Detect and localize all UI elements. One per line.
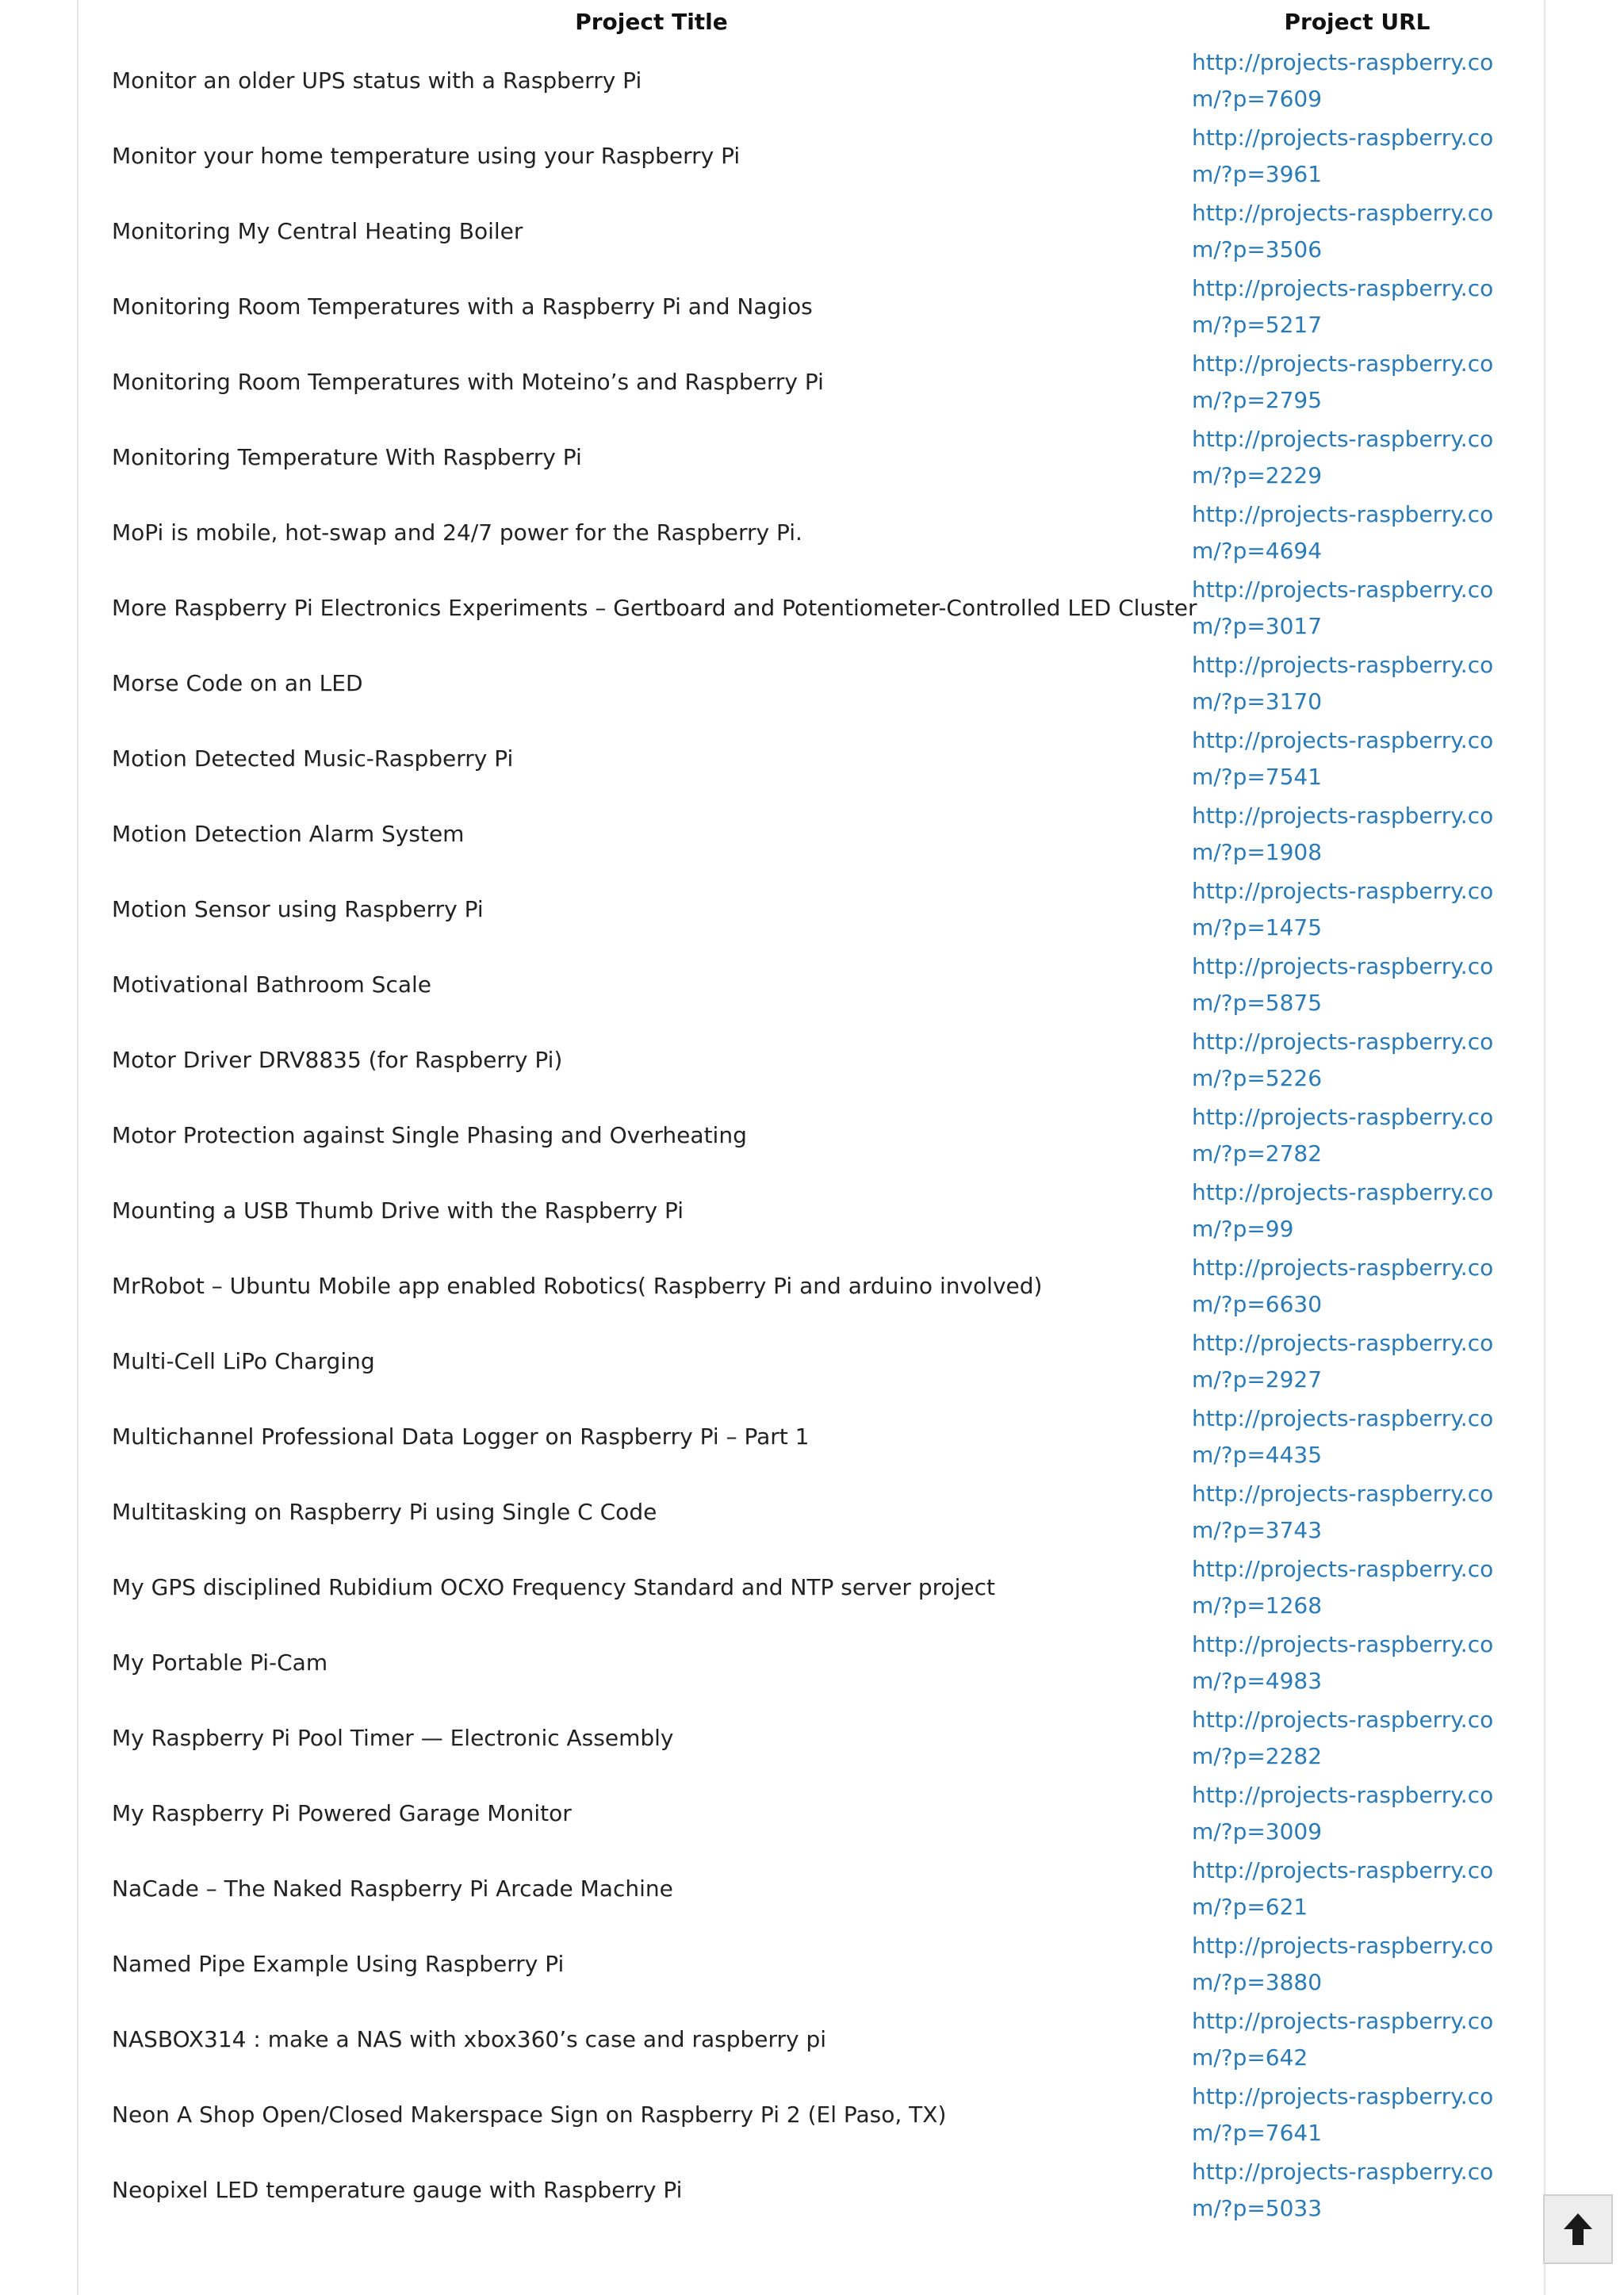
project-url-cell (1191, 420, 1523, 495)
project-title-cell: Monitoring My Central Heating Boiler (112, 218, 523, 244)
project-url-cell (1191, 1324, 1523, 1399)
project-title-cell: My Portable Pi-Cam (112, 1649, 328, 1676)
table-row (112, 947, 1523, 1022)
project-url-link[interactable]: http://projects-raspberry.com/?p=2782 (1192, 1103, 1494, 1167)
project-title-cell: Neopixel LED temperature gauge with Raspberry Pi (112, 2177, 683, 2203)
project-title-cell: MrRobot – Ubuntu Mobile app enabled Robotics( Raspberry Pi and arduino involved) (112, 1273, 1043, 1299)
project-url-cell (1191, 269, 1523, 344)
table-row (112, 269, 1523, 344)
project-url-link[interactable]: http://projects-raspberry.com/?p=7609 (1192, 48, 1494, 112)
project-title-cell: Motion Sensor using Raspberry Pi (112, 896, 484, 922)
project-title-cell: NaCade – The Naked Raspberry Pi Arcade Machine (112, 1875, 673, 1902)
project-title-cell: Morse Code on an LED (112, 670, 363, 696)
project-url-cell (1191, 796, 1523, 872)
project-url-cell (1191, 1776, 1523, 1851)
project-url-cell (1191, 570, 1523, 646)
table-row (112, 1776, 1523, 1851)
project-title-cell: Multi-Cell LiPo Charging (112, 1348, 375, 1374)
project-url-link[interactable]: http://projects-raspberry.com/?p=2795 (1192, 350, 1494, 413)
project-title-cell: MoPi is mobile, hot-swap and 24/7 power for the Raspberry Pi. (112, 519, 802, 546)
project-url-cell (1191, 1625, 1523, 1700)
project-title-cell: Motor Protection against Single Phasing and Overheating (112, 1122, 747, 1148)
project-url-cell (1191, 1399, 1523, 1474)
project-title-cell: Motivational Bathroom Scale (112, 971, 432, 998)
table-row (112, 344, 1523, 420)
table-header (112, 0, 1523, 43)
project-url-link[interactable]: http://projects-raspberry.com/?p=3506 (1192, 199, 1494, 262)
project-title-cell: Monitoring Temperature With Raspberry Pi (112, 444, 582, 470)
header-row (112, 0, 1523, 43)
project-url-cell (1191, 193, 1523, 269)
table-row (112, 1399, 1523, 1474)
column-header-title: Project Title (575, 8, 728, 35)
table-body (112, 43, 1523, 2228)
project-title-cell: More Raspberry Pi Electronics Experiments – Gertboard and Potentiometer-Controlled LED Cluster (112, 595, 1197, 621)
project-title-cell: Neon A Shop Open/Closed Makerspace Sign on Raspberry Pi 2 (El Paso, TX) (112, 2102, 947, 2128)
project-url-link[interactable]: http://projects-raspberry.com/?p=3017 (1192, 576, 1494, 639)
project-url-link[interactable]: http://projects-raspberry.com/?p=3170 (1192, 651, 1494, 715)
table-row (112, 2002, 1523, 2077)
content-card (77, 0, 1545, 2295)
project-url-cell (1191, 2077, 1523, 2152)
project-url-link[interactable]: http://projects-raspberry.com/?p=3743 (1192, 1480, 1494, 1543)
table-row (112, 193, 1523, 269)
project-title-cell: My GPS disciplined Rubidium OCXO Frequency Standard and NTP server project (112, 1574, 996, 1600)
table-row (112, 1173, 1523, 1248)
project-url-link[interactable]: http://projects-raspberry.com/?p=5033 (1192, 2158, 1494, 2221)
project-url-link[interactable]: http://projects-raspberry.com/?p=7641 (1192, 2082, 1494, 2146)
table-row (112, 1474, 1523, 1550)
project-url-cell (1191, 1098, 1523, 1173)
project-url-link[interactable]: http://projects-raspberry.com/?p=2229 (1192, 425, 1494, 489)
table-row (112, 570, 1523, 646)
project-url-cell (1191, 1926, 1523, 2002)
project-title-cell: NASBOX314 : make a NAS with xbox360’s case and raspberry pi (112, 2026, 827, 2052)
project-url-link[interactable]: http://projects-raspberry.com/?p=621 (1192, 1856, 1494, 1920)
table-row (112, 1926, 1523, 2002)
table-row (112, 1324, 1523, 1399)
project-url-cell (1191, 495, 1523, 570)
project-url-cell (1191, 872, 1523, 947)
project-url-link[interactable]: http://projects-raspberry.com/?p=4435 (1192, 1404, 1494, 1468)
project-url-cell (1191, 1022, 1523, 1098)
project-url-cell (1191, 646, 1523, 721)
table-row (112, 646, 1523, 721)
project-url-cell (1191, 1474, 1523, 1550)
project-url-cell (1191, 2002, 1523, 2077)
table-row (112, 43, 1523, 118)
project-title-cell: Monitoring Room Temperatures with a Raspberry Pi and Nagios (112, 293, 813, 320)
project-url-cell (1191, 1248, 1523, 1324)
project-url-link[interactable]: http://projects-raspberry.com/?p=642 (1192, 2007, 1494, 2071)
arrow-up-icon (1562, 2212, 1594, 2247)
project-url-link[interactable]: http://projects-raspberry.com/?p=3961 (1192, 124, 1494, 187)
table-row (112, 1248, 1523, 1324)
project-url-link[interactable]: http://projects-raspberry.com/?p=2927 (1192, 1329, 1494, 1393)
project-url-link[interactable]: http://projects-raspberry.com/?p=5217 (1192, 274, 1494, 338)
project-url-cell (1191, 1700, 1523, 1776)
project-url-link[interactable]: http://projects-raspberry.com/?p=1475 (1192, 877, 1494, 941)
project-title-cell: Motion Detection Alarm System (112, 821, 465, 847)
table-row (112, 796, 1523, 872)
project-url-link[interactable]: http://projects-raspberry.com/?p=6630 (1192, 1254, 1494, 1317)
column-header-url: Project URL (1284, 8, 1431, 35)
project-title-cell: My Raspberry Pi Pool Timer — Electronic Assembly (112, 1725, 674, 1751)
project-url-cell (1191, 947, 1523, 1022)
table-row (112, 2077, 1523, 2152)
project-url-link[interactable]: http://projects-raspberry.com/?p=2282 (1192, 1706, 1494, 1769)
table-row (112, 1851, 1523, 1926)
project-url-link[interactable]: http://projects-raspberry.com/?p=3880 (1192, 1932, 1494, 1995)
project-url-cell (1191, 1851, 1523, 1926)
table-row (112, 1550, 1523, 1625)
project-title-cell: Multichannel Professional Data Logger on Raspberry Pi – Part 1 (112, 1423, 810, 1450)
project-url-link[interactable]: http://projects-raspberry.com/?p=4694 (1192, 500, 1494, 564)
table-row (112, 118, 1523, 193)
table-row (112, 721, 1523, 796)
project-url-link[interactable]: http://projects-raspberry.com/?p=5875 (1192, 952, 1494, 1016)
table-row (112, 1700, 1523, 1776)
project-title-cell: Monitor your home temperature using your Raspberry Pi (112, 143, 741, 169)
project-url-link[interactable]: http://projects-raspberry.com/?p=1908 (1192, 802, 1494, 865)
project-url-cell (1191, 1173, 1523, 1248)
table-row (112, 872, 1523, 947)
table-row (112, 1625, 1523, 1700)
table-row (112, 2152, 1523, 2228)
project-url-cell (1191, 721, 1523, 796)
project-title-cell: Monitor an older UPS status with a Raspberry Pi (112, 67, 642, 94)
project-url-link[interactable]: http://projects-raspberry.com/?p=1268 (1192, 1555, 1494, 1619)
back-to-top-button[interactable] (1543, 2194, 1613, 2264)
project-title-cell: My Raspberry Pi Powered Garage Monitor (112, 1800, 572, 1826)
table-row (112, 495, 1523, 570)
project-url-cell (1191, 2152, 1523, 2228)
project-url-cell (1191, 344, 1523, 420)
table-row (112, 420, 1523, 495)
project-title-cell: Motor Driver DRV8835 (for Raspberry Pi) (112, 1047, 563, 1073)
project-url-link[interactable]: http://projects-raspberry.com/?p=99 (1192, 1178, 1494, 1242)
project-url-cell (1191, 43, 1523, 118)
project-title-cell: Named Pipe Example Using Raspberry Pi (112, 1951, 565, 1977)
project-url-cell (1191, 1550, 1523, 1625)
project-url-link[interactable]: http://projects-raspberry.com/?p=7541 (1192, 726, 1494, 790)
projects-table (112, 0, 1523, 2228)
project-title-cell: Mounting a USB Thumb Drive with the Raspberry Pi (112, 1197, 684, 1224)
project-url-cell (1191, 118, 1523, 193)
project-title-cell: Multitasking on Raspberry Pi using Single C Code (112, 1499, 657, 1525)
project-title-cell: Motion Detected Music-Raspberry Pi (112, 745, 514, 772)
project-url-link[interactable]: http://projects-raspberry.com/?p=4983 (1192, 1630, 1494, 1694)
project-title-cell: Monitoring Room Temperatures with Moteino’s and Raspberry Pi (112, 369, 824, 395)
table-row (112, 1098, 1523, 1173)
table-row (112, 1022, 1523, 1098)
project-url-link[interactable]: http://projects-raspberry.com/?p=3009 (1192, 1781, 1494, 1845)
project-url-link[interactable]: http://projects-raspberry.com/?p=5226 (1192, 1028, 1494, 1091)
